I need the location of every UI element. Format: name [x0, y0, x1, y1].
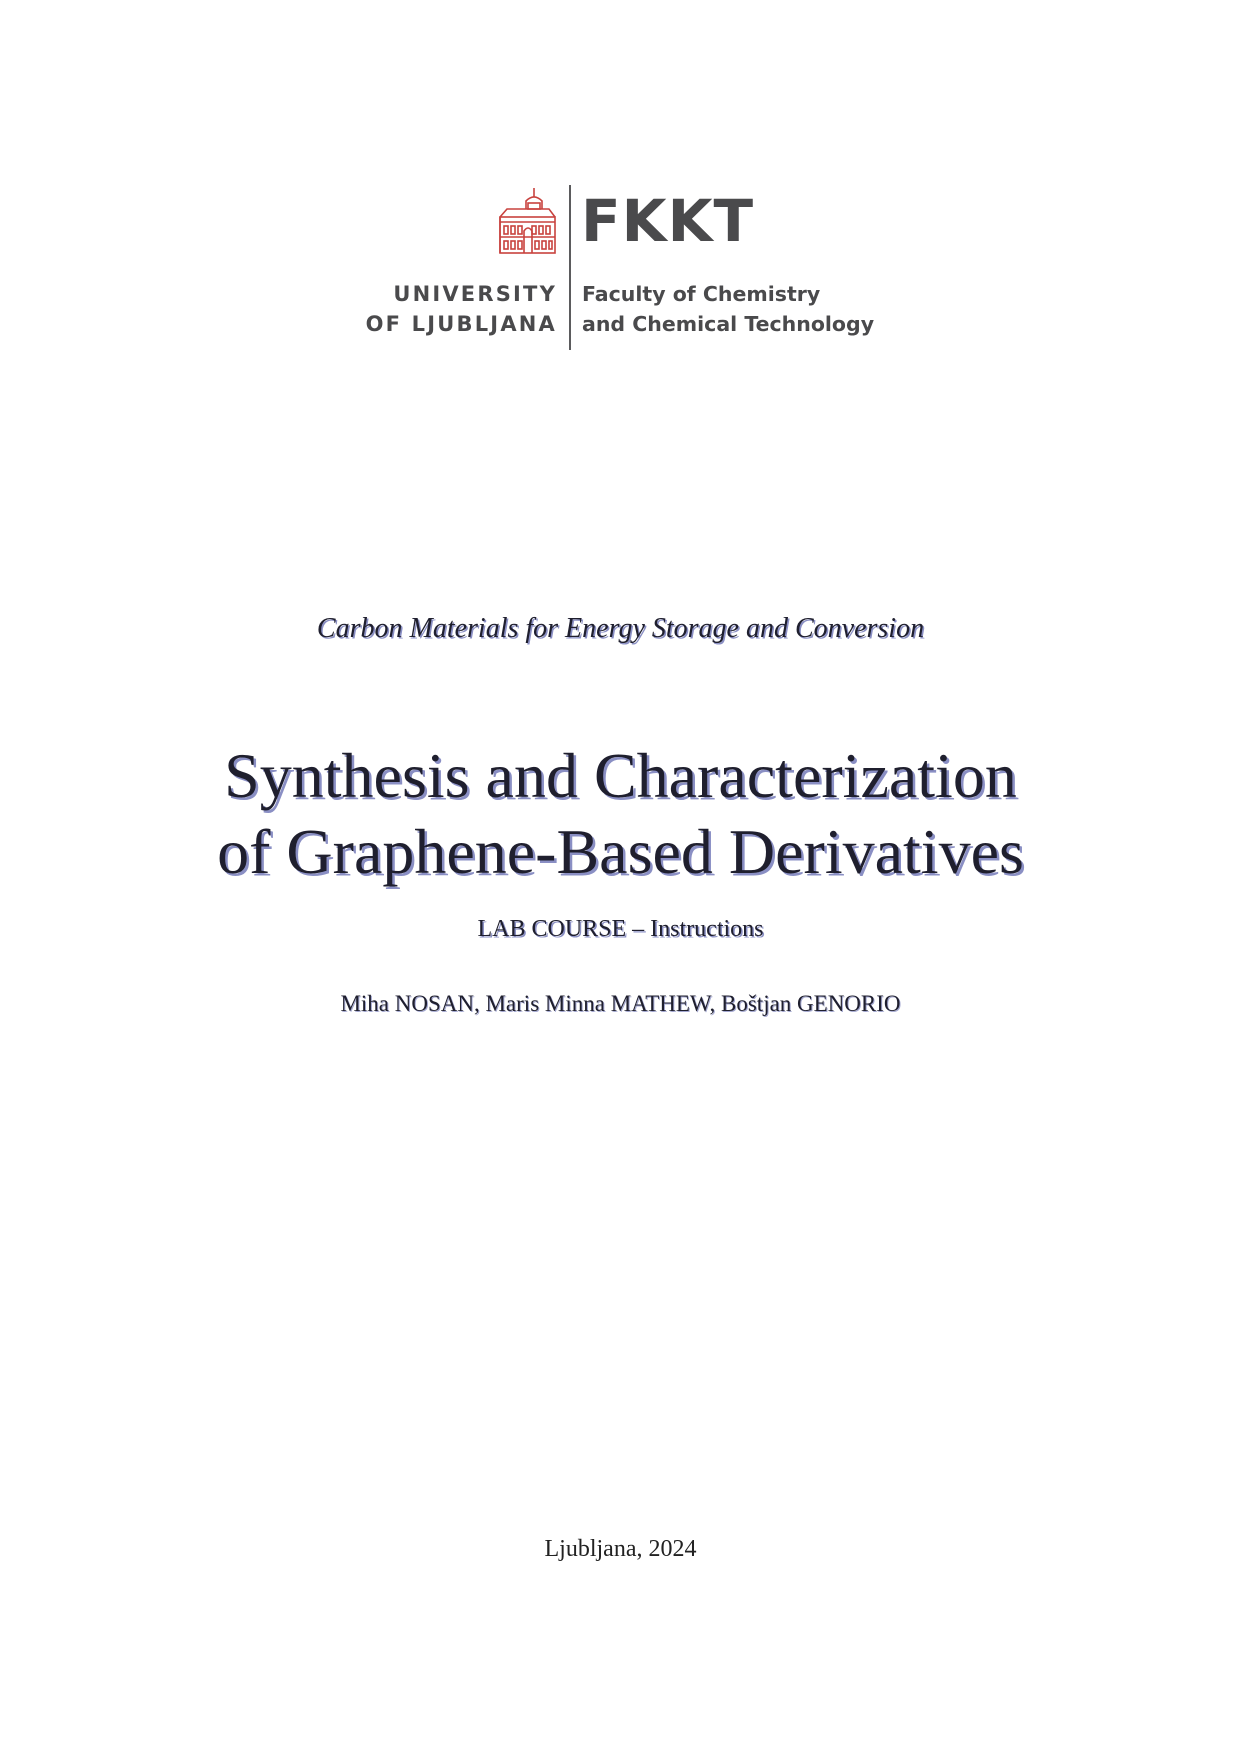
- document-subtitle: LAB COURSE – Instructions: [477, 916, 764, 942]
- faculty-acronym: FKKT: [581, 187, 755, 255]
- logo-divider: [569, 185, 571, 350]
- university-name-line2: OF LJUBLJANA: [365, 312, 557, 336]
- authors: Miha NOSAN, Maris Minna MATHEW, Boštjan GENORIO: [340, 991, 901, 1016]
- place-and-year: Ljubljana, 2024: [544, 1536, 697, 1562]
- document-title-line1: Synthesis and Characterization: [224, 740, 1017, 811]
- document-title-line2: of Graphene-Based Derivatives: [217, 816, 1024, 887]
- faculty-name: [582, 279, 874, 339]
- faculty-name-line1: Faculty of Chemistry: [582, 282, 821, 306]
- faculty-name-line2: and Chemical Technology: [582, 312, 875, 336]
- university-name: [366, 279, 557, 339]
- university-name-line1: UNIVERSITY: [393, 282, 557, 306]
- document-title: [0, 738, 1241, 890]
- university-building-icon: [497, 187, 557, 255]
- course-name: Carbon Materials for Energy Storage and Conversion: [316, 613, 925, 644]
- university-logo: [0, 185, 1241, 355]
